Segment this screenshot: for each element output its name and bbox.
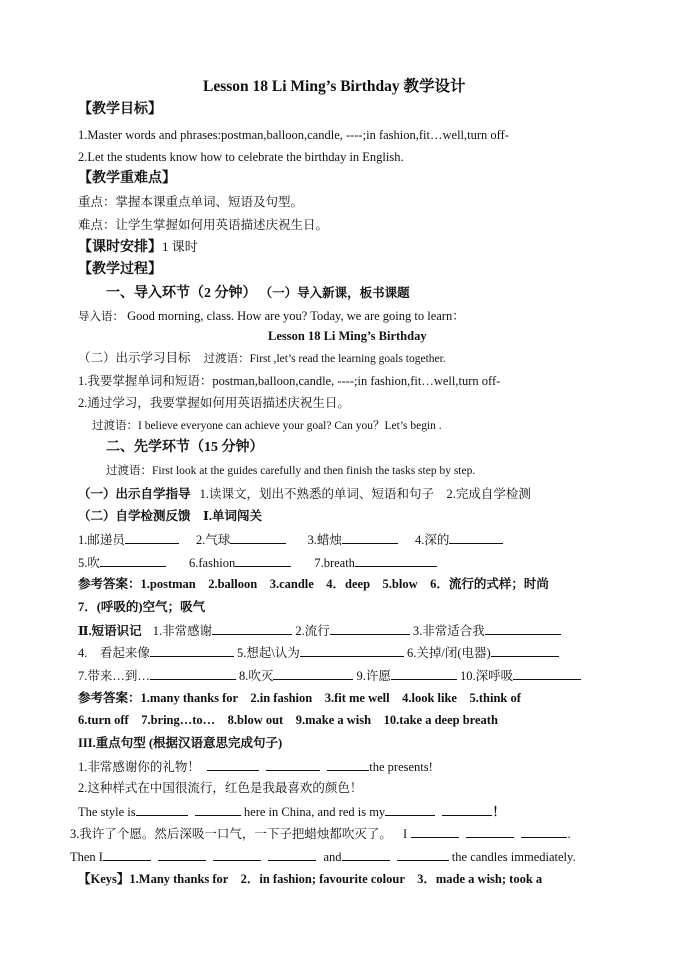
answer-blank[interactable] (230, 530, 286, 544)
answer-blank[interactable] (100, 553, 166, 567)
answers-1-label: 参考答案： (78, 577, 141, 591)
word-item: 3.蜡烛 (307, 533, 342, 547)
sentence-1-cn: 1.非常感谢你的礼物！ (78, 760, 200, 774)
answers-2-label: 参考答案： (78, 691, 141, 705)
sentence-3-tail: the candles immediately. (451, 850, 576, 864)
goal-1: 1.Master words and phrases:postman,balloon,candle, ----;in fashion,fit…well,turn off- (78, 128, 509, 142)
section-time-label: 【课时安排】 (78, 240, 162, 255)
sentence-2-en (78, 802, 505, 821)
sentence-1-end: the presents! (369, 760, 433, 774)
goals-show-label: （二）出示学习目标 (78, 351, 191, 365)
step2-title: 二、先学环节（15 分钟） (106, 440, 264, 455)
answer-blank[interactable] (195, 802, 241, 816)
answer-blank[interactable] (273, 666, 353, 680)
answer-blank[interactable] (355, 553, 437, 567)
phrase-row-2 (78, 643, 559, 662)
intro-text: Good morning, class. How are you? Today, we are going to learn： (127, 309, 465, 323)
believe-text: I believe everyone can achieve your goal? Can you？Let’s begin . (138, 420, 442, 432)
phrase-item: 10.深呼吸 (460, 669, 514, 683)
sentence-3-end: . (567, 827, 571, 841)
answer-blank[interactable] (266, 757, 320, 771)
section-key-heading: 【教学重难点】 (78, 171, 176, 186)
sentence-3-and: and (323, 850, 342, 864)
goal-2: 2.Let the students know how to celebrate the birthday in English. (78, 150, 404, 164)
phrase-row-3 (78, 666, 581, 685)
answer-blank[interactable] (158, 847, 206, 861)
sentence-2-mid: here in China, and red is my (243, 805, 386, 819)
phrase-item: 9.许愿 (356, 669, 391, 683)
answer-blank[interactable] (391, 666, 457, 680)
answer-blank[interactable] (485, 621, 561, 635)
step1-title: 一、导入环节（2 分钟） (106, 286, 257, 301)
step1-sub: （一）导入新课，板书课题 (259, 286, 410, 300)
phrase-label: Ⅱ.短语识记 (78, 624, 142, 638)
phrase-item: 2.流行 (295, 624, 330, 638)
answer-blank[interactable] (136, 802, 188, 816)
answer-blank[interactable] (330, 621, 410, 635)
sentence-1 (78, 757, 433, 776)
answers-1 (78, 575, 549, 593)
sentence-3 (70, 824, 571, 843)
section-process-heading: 【教学过程】 (78, 262, 162, 277)
word-item: 6.fashion (189, 556, 236, 570)
goals-show-trans-label: 过渡语： (203, 353, 250, 365)
sentence-2-start: The style is (78, 805, 136, 819)
intro-label: 导入语： (78, 311, 124, 323)
key-point: 重点：掌握本课重点单词、短语及句型。 (78, 195, 304, 209)
phrase-item: 7.带来…到… (78, 669, 150, 683)
goals-show-line (78, 349, 446, 368)
answer-blank[interactable] (411, 824, 459, 838)
intro-line (78, 307, 465, 326)
step1-heading (106, 284, 410, 303)
answer-blank[interactable] (125, 530, 179, 544)
difficult-point: 难点：让学生掌握如何用英语描述庆祝生日。 (78, 218, 329, 232)
word-item: 4.深的 (415, 533, 450, 547)
page-title: Lesson 18 Li Ming’s Birthday 教学设计 (203, 78, 466, 95)
sentence-2-cn: 2.这种样式在中国很流行，红色是我最喜欢的颜色！ (78, 781, 363, 795)
word-item: 1.邮递员 (78, 533, 125, 547)
cn-goal-2: 2.通过学习，我要掌握如何用英语描述庆祝生日。 (78, 396, 350, 410)
answer-blank[interactable] (150, 666, 236, 680)
answer-blank[interactable] (397, 847, 449, 861)
answer-blank[interactable] (207, 757, 259, 771)
word-item: 2.气球 (196, 533, 231, 547)
answers-2-text: 1.many thanks for 2.in fashion 3.fit me well 4.look like 5.think of (140, 691, 521, 705)
self-guide-label: （一）出示自学指导 (78, 487, 191, 501)
word-item: 5.吹 (78, 556, 100, 570)
section-time (78, 238, 198, 257)
phrase-row-1 (78, 621, 561, 640)
word-item: 7.breath (314, 556, 355, 570)
answer-blank[interactable] (385, 802, 435, 816)
cn-goal-1: 1.我要掌握单词和短语：postman,balloon,candle, ----;in fashion,fit…well,turn off- (78, 374, 501, 388)
phrase-item: 8.吹灭 (239, 669, 274, 683)
believe-line (92, 417, 442, 435)
answer-blank[interactable] (103, 847, 151, 861)
answer-blank[interactable] (491, 643, 559, 657)
self-guide-line (78, 485, 531, 503)
sentence-3-start: I (403, 827, 408, 841)
answer-blank[interactable] (466, 824, 514, 838)
answers-2-cont: 6.turn off 7.bring…to… 8.blow out 9.make a wish 10.take a deep breath (78, 713, 498, 727)
answers-1-cont: 7．(呼吸的)空气；吸气 (78, 600, 206, 614)
phrase-item: 6.关掉/闭(电器) (407, 646, 491, 660)
answer-blank[interactable] (521, 824, 567, 838)
sentence-2-end: ！ (492, 805, 505, 819)
believe-label: 过渡语： (92, 420, 138, 432)
phrase-item: 5.想起\认为 (237, 646, 300, 660)
answer-blank[interactable] (300, 643, 404, 657)
answer-blank[interactable] (150, 643, 234, 657)
answer-blank[interactable] (342, 530, 398, 544)
answer-blank[interactable] (268, 847, 316, 861)
goals-show-trans-text: First ,let’s read the learning goals together. (249, 353, 446, 365)
step2-trans-label: 过渡语： (106, 465, 152, 477)
step2-trans-line (106, 462, 475, 480)
keys-line (78, 870, 542, 888)
answers-2 (78, 689, 521, 707)
step2-trans-text: First look at the guides carefully and then finish the tasks step by step. (152, 465, 476, 477)
sentence-3-cn: 3.我许了个愿。然后深吸一口气，一下子把蜡烛都吹灭了。 (70, 827, 392, 841)
words-row-1 (78, 530, 503, 549)
phrase-item: 4. 看起来像 (78, 646, 150, 660)
self-guide-text: 1.读课文，划出不熟悉的单词、短语和句子 2.完成自学检测 (199, 487, 531, 501)
sentence-3-en (70, 847, 576, 866)
answer-blank[interactable] (212, 621, 292, 635)
answer-blank[interactable] (235, 553, 291, 567)
phrase-item: 1.非常感谢 (152, 624, 213, 638)
self-check-label: （二）自学检测反馈 Ⅰ.单词闯关 (78, 509, 262, 523)
section-time-value: 1 课时 (162, 239, 198, 254)
pattern-heading: III.重点句型 (根据汉语意思完成句子) (78, 736, 283, 750)
answer-blank[interactable] (513, 666, 581, 680)
section-goals-heading: 【教学目标】 (78, 102, 162, 117)
words-row-2 (78, 553, 437, 572)
answer-blank[interactable] (449, 530, 503, 544)
sentence-3-then: Then I (70, 850, 103, 864)
keys-text: 1.Many thanks for 2．in fashion; favourite colour 3．made a wish; took a (129, 872, 543, 886)
answer-blank[interactable] (327, 757, 369, 771)
keys-label: 【Keys】 (78, 872, 130, 886)
lesson-name: Lesson 18 Li Ming’s Birthday (268, 329, 427, 343)
answers-1-text: 1.postman 2.balloon 3.candle 4．deep 5.blow 6．流行的式样；时尚 (140, 577, 549, 591)
answer-blank[interactable] (213, 847, 261, 861)
answer-blank[interactable] (342, 847, 390, 861)
answer-blank[interactable] (442, 802, 492, 816)
phrase-item: 3.非常适合我 (412, 624, 485, 638)
